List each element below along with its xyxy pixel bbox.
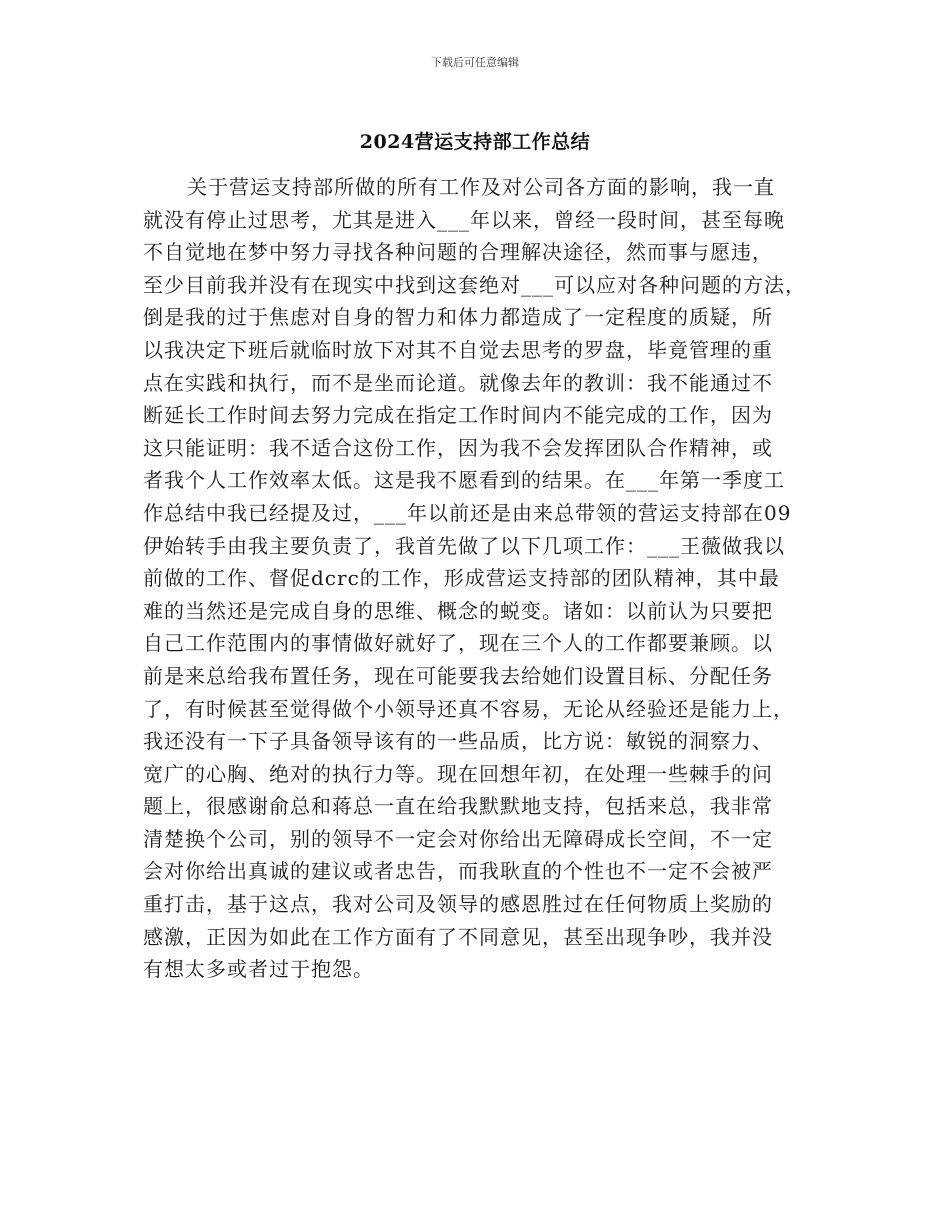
paragraph-line: 有想太多或者过于抱怨。 xyxy=(143,957,374,982)
paragraph-line: 点在实践和执行，而不是坐而论道。就像去年的教训：我不能通过不 xyxy=(143,370,773,395)
paragraph-line: 倒是我的过于焦虑对自身的智力和体力都造成了一定程度的质疑，所 xyxy=(143,305,773,330)
paragraph-line: 就没有停止过思考，尤其是进入___年以来，曾经一段时间，甚至每晚 xyxy=(143,207,785,232)
paragraph-line: 重打击，基于这点，我对公司及领导的感恩胜过在任何物质上奖励的 xyxy=(143,892,773,917)
paragraph-line: 前是来总给我布置任务，现在可能要我去给她们设置目标、分配任务 xyxy=(143,663,773,688)
header-note: 下载后可任意编辑 xyxy=(431,56,519,69)
paragraph-line: 清楚换个公司，别的领导不一定会对你给出无障碍成长空间，不一定 xyxy=(143,826,773,851)
paragraph-line: 自己工作范围内的事情做好就好了，现在三个人的工作都要兼顾。以 xyxy=(143,631,773,656)
paragraph-line: 我还没有一下子具备领导该有的一些品质，比方说：敏锐的洞察力、 xyxy=(143,729,773,754)
paragraph-line: 至少目前我并没有在现实中找到这套绝对___可以应对各种问题的方法， xyxy=(143,272,806,297)
document-body xyxy=(143,171,813,986)
paragraph-line: 伊始转手由我主要负责了，我首先做了以下几项工作：___王薇做我以 xyxy=(143,533,785,558)
paragraph-line: 以我决定下班后就临时放下对其不自觉去思考的罗盘，毕竟管理的重 xyxy=(143,337,773,362)
paragraph-line: 关于营运支持部所做的所有工作及对公司各方面的影响，我一直 xyxy=(187,175,775,199)
paragraph-line: 断延长工作时间去努力完成在指定工作时间内不能完成的工作，因为 xyxy=(143,403,773,428)
paragraph-line: 这只能证明：我不适合这份工作，因为我不会发挥团队合作精神，或 xyxy=(143,435,773,460)
paragraph-line: 题上，很感谢俞总和蒋总一直在给我默默地支持，包括来总，我非常 xyxy=(143,794,773,819)
paragraph-line: 不自觉地在梦中努力寻找各种问题的合理解决途径，然而事与愿违， xyxy=(143,240,773,265)
paragraph-line: 宽广的心胸、绝对的执行力等。现在回想年初，在处理一些棘手的问 xyxy=(143,761,773,786)
paragraph-line: 难的当然还是完成自身的思维、概念的蜕变。诸如：以前认为只要把 xyxy=(143,598,773,623)
paragraph-line: 前做的工作、督促dcrc的工作，形成营运支持部的团队精神，其中最 xyxy=(143,566,780,591)
paragraph-line: 了，有时候甚至觉得做个小领导还真不容易，无论从经验还是能力上， xyxy=(143,696,794,721)
document-title: 2024营运支持部工作总结 xyxy=(359,131,591,153)
paragraph-line: 者我个人工作效率太低。这是我不愿看到的结果。在___年第一季度工 xyxy=(143,468,785,493)
paragraph-line: 作总结中我已经提及过，___年以前还是由来总带领的营运支持部在09 xyxy=(143,500,792,525)
paragraph-line: 会对你给出真诚的建议或者忠告，而我耿直的个性也不一定不会被严 xyxy=(143,859,773,884)
paragraph-line: 感激，正因为如此在工作方面有了不同意见，甚至出现争吵，我并没 xyxy=(143,924,773,949)
